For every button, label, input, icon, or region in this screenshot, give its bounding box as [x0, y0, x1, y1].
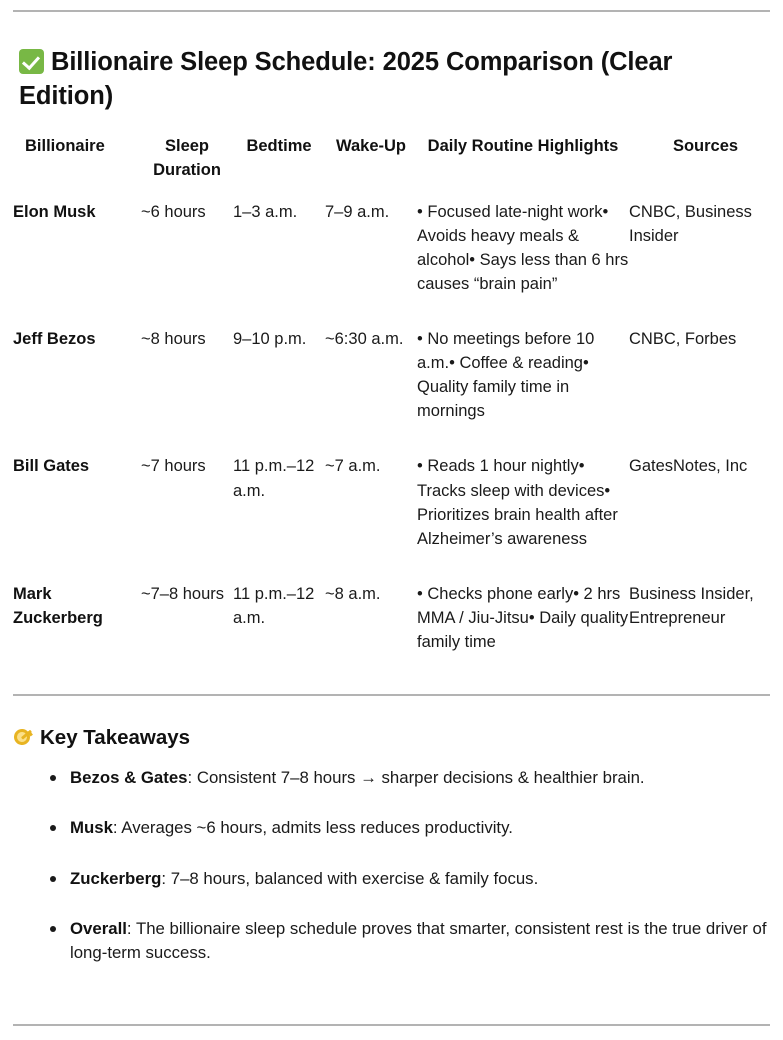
- takeaway-lead: Overall: [70, 919, 127, 939]
- cell-wake-up: 7–9 a.m.: [325, 202, 390, 221]
- key-takeaways-heading-text: Key Takeaways: [40, 726, 191, 749]
- takeaway-lead: Bezos & Gates: [70, 768, 188, 787]
- bullet-icon: [50, 825, 56, 831]
- cell-billionaire: Mark Zuckerberg: [13, 584, 103, 627]
- cell-sleep-duration: ~6 hours: [141, 202, 206, 221]
- cell-sources: CNBC, Forbes: [629, 330, 737, 349]
- cell-sleep-duration: ~7 hours: [141, 457, 206, 476]
- table-row: [13, 324, 782, 451]
- column-header-sleep-duration: Sleep Duration: [153, 137, 221, 180]
- cell-sleep-duration: ~8 hours: [141, 330, 206, 349]
- column-header-daily-routine: Daily Routine Highlights: [427, 137, 619, 155]
- takeaway-text: : The billionaire sleep schedule proves that smarter, consistent rest is the true driver of long-term success.: [70, 919, 767, 963]
- key-takeaways-heading: [14, 726, 190, 751]
- cell-wake-up: ~6:30 a.m.: [325, 330, 404, 349]
- cell-bedtime: 1–3 a.m.: [233, 202, 298, 221]
- cell-daily-routine: • No meetings before 10 a.m.• Coffee & reading• Quality family time in mornings: [417, 330, 595, 421]
- column-header-billionaire: Billionaire: [25, 137, 105, 155]
- page-title: [19, 46, 767, 114]
- table-row: [13, 579, 782, 662]
- cell-bedtime: 11 p.m.–12 a.m.: [233, 584, 315, 627]
- table-body: [13, 197, 782, 662]
- table-bottom-divider: [13, 694, 770, 696]
- cell-bedtime: 11 p.m.–12 a.m.: [233, 457, 315, 500]
- list-item: [14, 917, 770, 966]
- table-row: [13, 451, 782, 578]
- cell-billionaire: Jeff Bezos: [13, 330, 96, 349]
- key-icon: [14, 728, 35, 746]
- list-item: [14, 766, 770, 790]
- takeaway-text: : Consistent 7–8 hours → sharper decisions & healthier brain.: [187, 768, 645, 787]
- page-title-text: Billionaire Sleep Schedule: 2025 Comparison (Clear Edition): [19, 48, 673, 110]
- sleep-schedule-table: [13, 134, 782, 662]
- list-item: [14, 867, 770, 891]
- cell-sources: GatesNotes, Inc: [629, 457, 748, 476]
- cell-sources: CNBC, Business Insider: [629, 202, 752, 245]
- takeaway-lead: Musk: [70, 818, 113, 838]
- column-header-wake-up: Wake-Up: [336, 137, 406, 155]
- column-header-sources: Sources: [672, 137, 739, 155]
- cell-wake-up: ~7 a.m.: [325, 457, 381, 476]
- top-divider: [13, 10, 770, 12]
- table-row: [13, 197, 782, 324]
- title-block: [19, 46, 767, 114]
- bullet-icon: [50, 926, 56, 932]
- cell-sleep-duration: ~7–8 hours: [141, 584, 225, 603]
- takeaway-text: : 7–8 hours, balanced with exercise & family focus.: [161, 868, 539, 888]
- cell-billionaire: Bill Gates: [13, 457, 90, 476]
- column-header-bedtime: Bedtime: [246, 137, 312, 155]
- bottom-divider: [13, 1024, 770, 1026]
- cell-wake-up: ~8 a.m.: [325, 584, 381, 603]
- table-header-row: [13, 134, 782, 197]
- takeaway-text: : Averages ~6 hours, admits less reduces productivity.: [112, 818, 513, 838]
- white-check-mark-icon: [19, 49, 44, 74]
- cell-daily-routine: • Checks phone early• 2 hrs MMA / Jiu-Jitsu• Daily quality family time: [417, 584, 629, 651]
- key-takeaways-list: [14, 766, 770, 966]
- cell-sources: Business Insider, Entrepreneur: [629, 584, 754, 627]
- takeaway-lead: Zuckerberg: [70, 868, 162, 888]
- bullet-icon: [50, 775, 56, 781]
- cell-daily-routine: • Focused late-night work• Avoids heavy meals & alcohol• Says less than 6 hrs causes “brain pain”: [417, 202, 629, 294]
- list-item: [14, 816, 770, 840]
- cell-billionaire: Elon Musk: [13, 202, 96, 221]
- cell-daily-routine: • Reads 1 hour nightly• Tracks sleep with devices• Prioritizes brain health after Alzheimer’s awareness: [417, 457, 618, 548]
- table-header: [13, 134, 782, 197]
- bullet-icon: [50, 876, 56, 882]
- cell-bedtime: 9–10 p.m.: [233, 330, 307, 349]
